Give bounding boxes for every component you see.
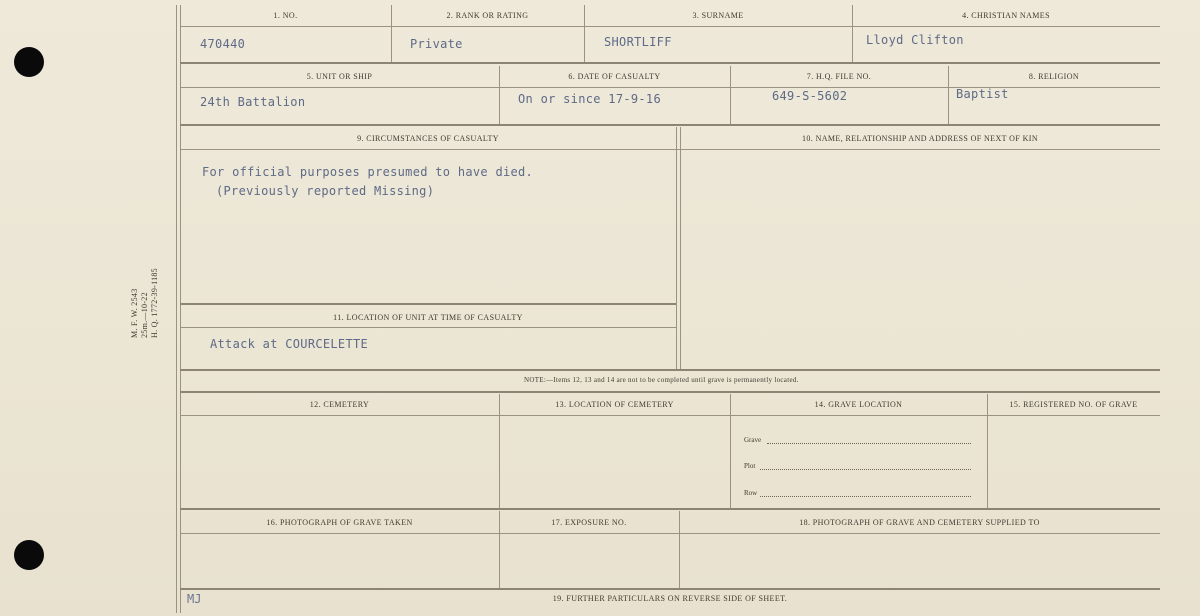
- note-text: NOTE:—Items 12, 13 and 14 are not to be completed until grave is permanently located.: [524, 376, 799, 384]
- header-further: 19. FURTHER PARTICULARS ON REVERSE SIDE OF SHEET.: [552, 594, 788, 603]
- margin-print: M. F. W. 2543 25m.—10-22 H. Q. 1772-39-1185: [130, 268, 159, 338]
- header-grave-location: 14. GRAVE LOCATION: [814, 400, 903, 409]
- header-hq-file: 7. H.Q. FILE NO.: [806, 72, 872, 81]
- value-unit: 24th Battalion: [200, 95, 306, 109]
- value-location-unit: Attack at COURCELETTE: [210, 337, 369, 351]
- header-date-casualty: 6. DATE OF CASUALTY: [568, 72, 661, 81]
- header-unit: 5. UNIT OR SHIP: [306, 72, 373, 81]
- header-no: 1. NO.: [273, 11, 298, 20]
- initials: MJ: [187, 592, 202, 606]
- punch-hole-bottom: [14, 540, 44, 570]
- header-circumstances: 9. CIRCUMSTANCES OF CASUALTY: [357, 134, 499, 143]
- header-rank: 2. RANK OR RATING: [446, 11, 529, 20]
- header-exposure: 17. EXPOSURE NO.: [551, 518, 627, 527]
- header-christian-names: 4. CHRISTIAN NAMES: [962, 11, 1050, 20]
- header-registered-no: 15. REGISTERED NO. OF GRAVE: [1009, 400, 1138, 409]
- value-religion: Baptist: [956, 87, 1009, 101]
- header-photo-supplied: 18. PHOTOGRAPH OF GRAVE AND CEMETERY SUPPLIED TO: [799, 518, 1040, 527]
- label-row: Row: [744, 489, 758, 497]
- label-plot: Plot: [744, 462, 756, 470]
- value-christian-names: Lloyd Clifton: [866, 33, 964, 47]
- value-date-casualty: On or since 17-9-16: [518, 92, 661, 106]
- header-photo-taken: 16. PHOTOGRAPH OF GRAVE TAKEN: [266, 518, 413, 527]
- value-circumstances-line2: (Previously reported Missing): [216, 184, 435, 198]
- header-next-of-kin: 10. NAME, RELATIONSHIP AND ADDRESS OF NEXT OF KIN: [801, 134, 1039, 143]
- value-surname: SHORTLIFF: [604, 35, 672, 49]
- label-grave: Grave: [744, 436, 762, 444]
- header-religion: 8. RELIGION: [1028, 72, 1080, 81]
- punch-hole-top: [14, 47, 44, 77]
- value-rank: Private: [410, 37, 463, 51]
- header-cemetery: 12. CEMETERY: [309, 400, 370, 409]
- header-location-unit: 11. LOCATION OF UNIT AT TIME OF CASUALTY: [333, 313, 523, 322]
- value-circumstances-line1: For official purposes presumed to have died.: [202, 165, 534, 179]
- value-no: 470440: [200, 37, 246, 51]
- value-hq-file: 649-S-5602: [772, 89, 848, 103]
- header-surname: 3. SURNAME: [692, 11, 744, 20]
- header-location-cemetery: 13. LOCATION OF CEMETERY: [555, 400, 674, 409]
